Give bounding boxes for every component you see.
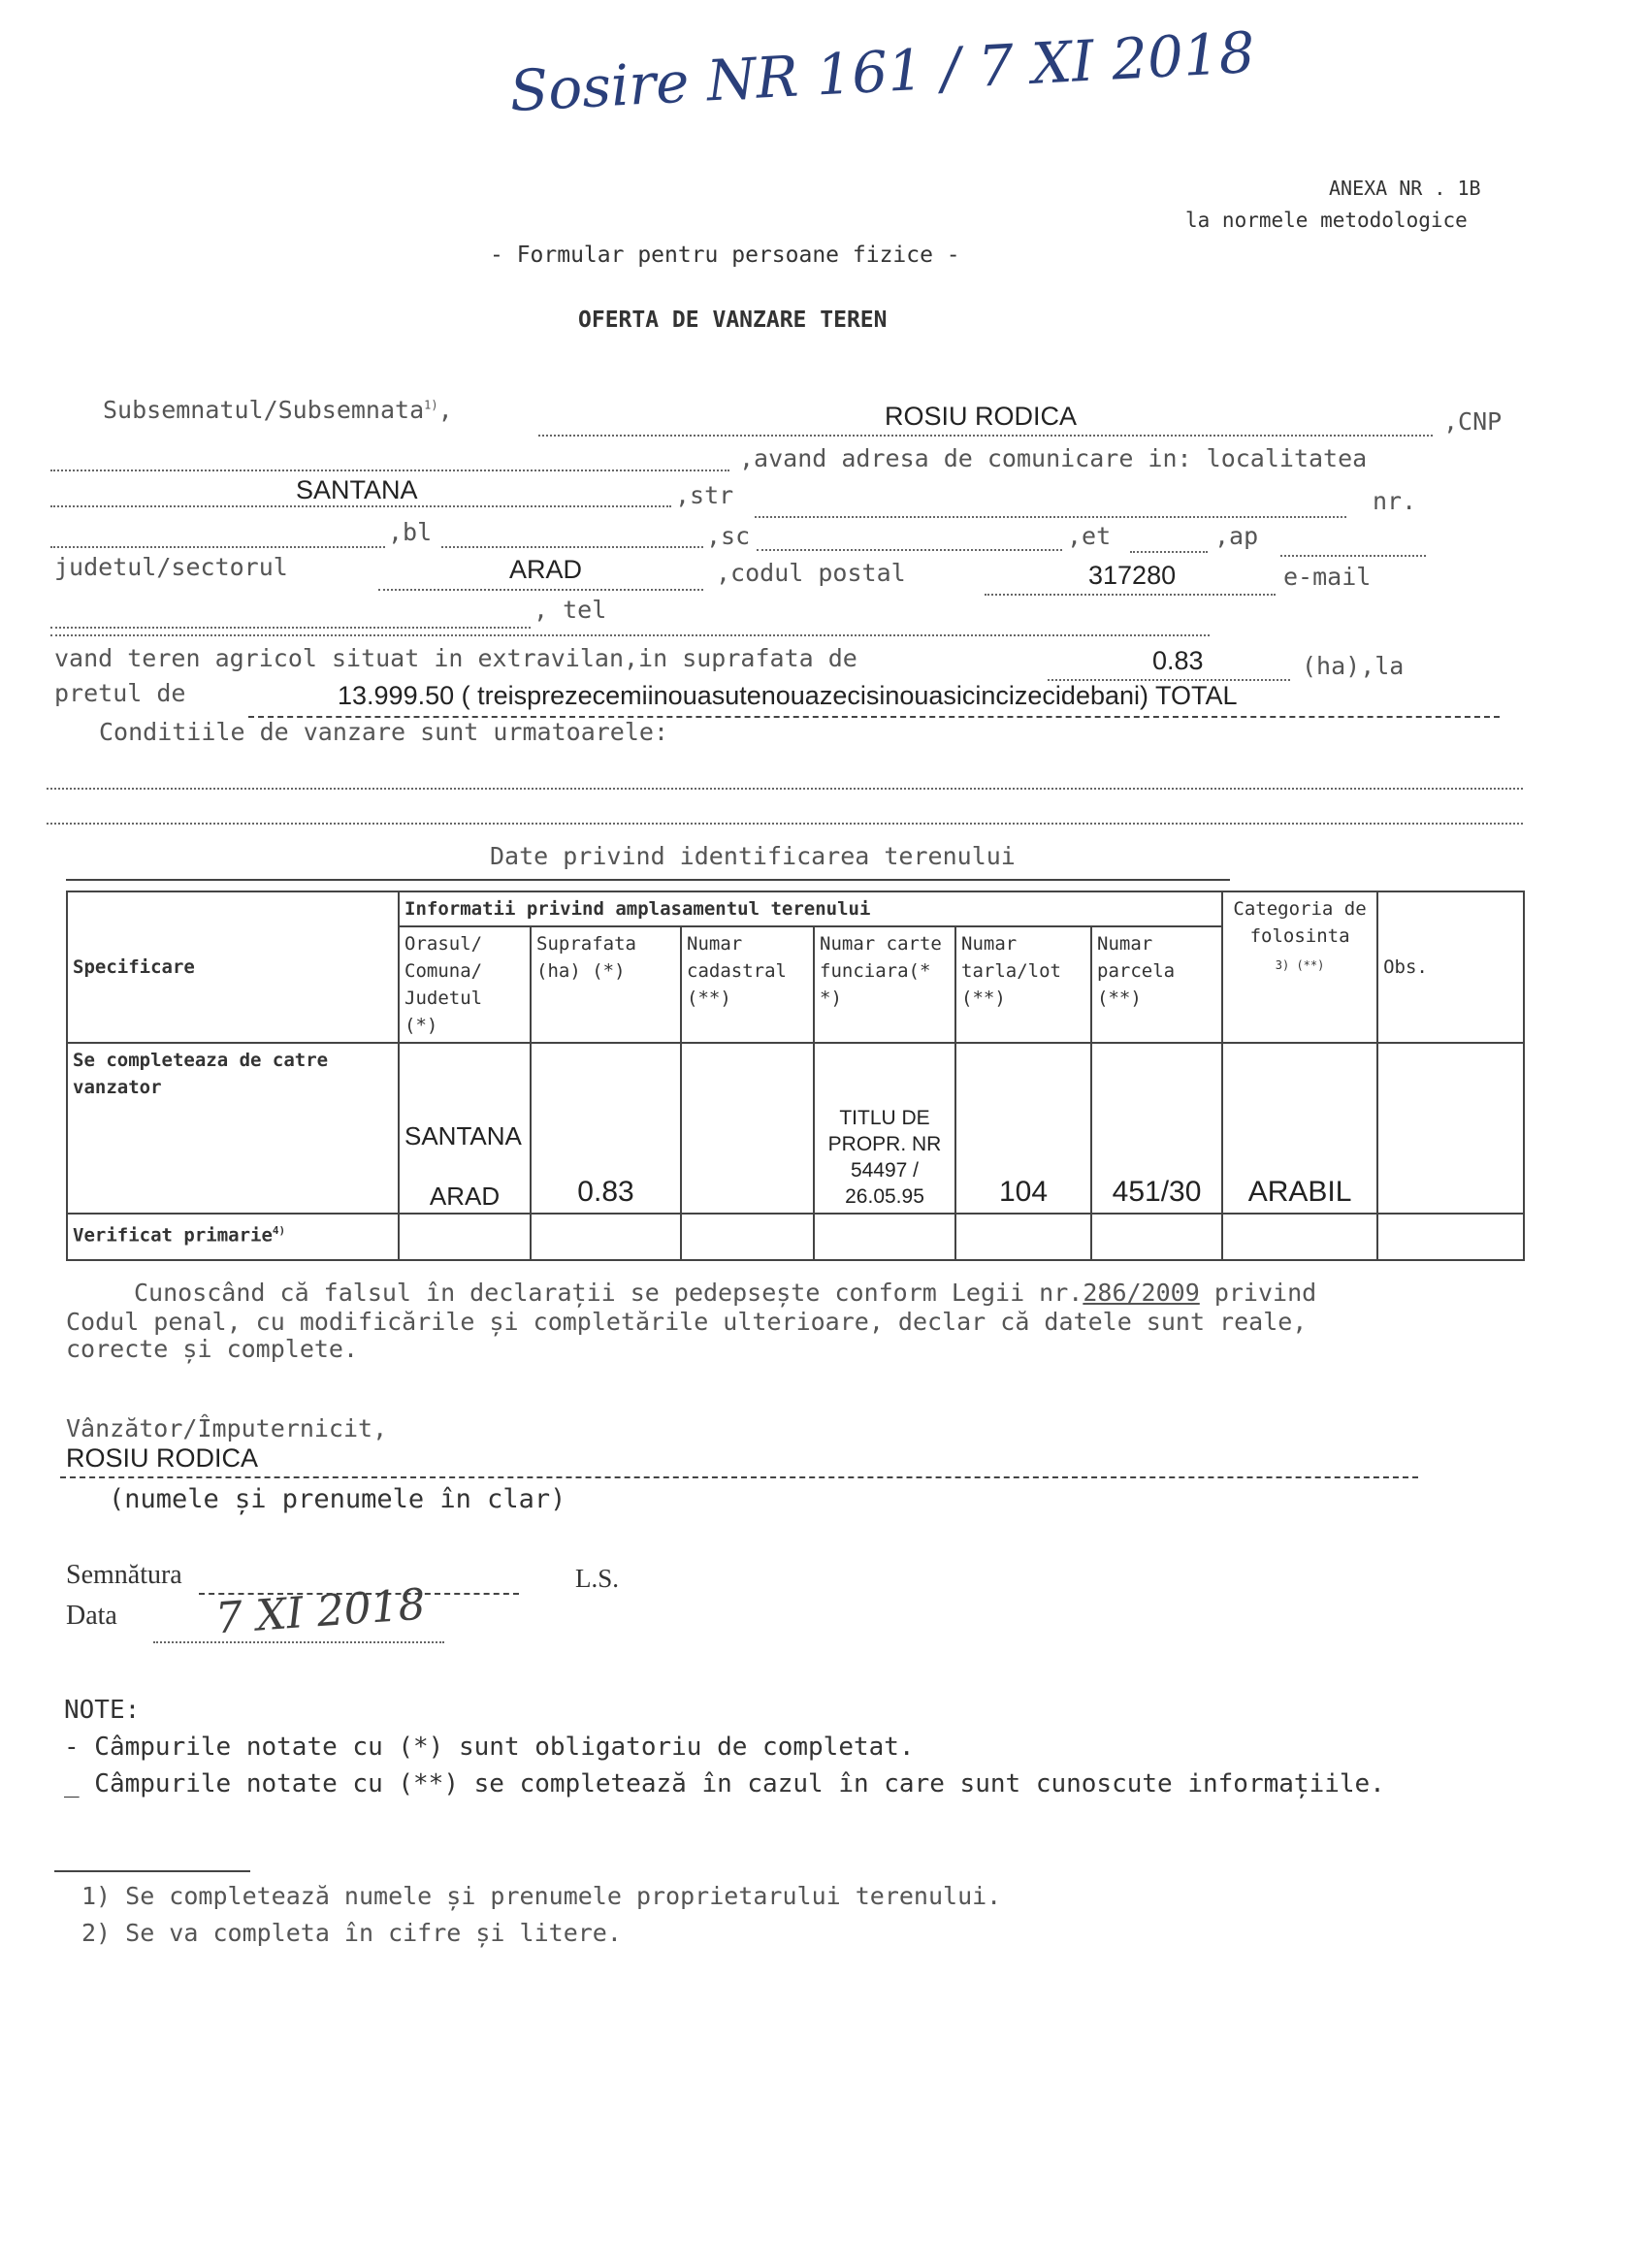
form-subtitle: - Formular pentru persoane fizice - [490, 243, 960, 268]
signatory-caption: (numele și prenumele în clar) [109, 1484, 566, 1514]
offer-surface-value: 0.83 [1152, 646, 1204, 675]
locality-value: SANTANA [296, 475, 418, 504]
header-oras: Orasul/ Comuna/ Judetul (*) [399, 926, 531, 1043]
signatory-label: Vânzător/Împuternicit, [66, 1414, 388, 1442]
apartment-label: ,ap [1214, 522, 1259, 550]
surface-unit-label: (ha),la [1302, 652, 1405, 680]
conditions-line-2 [47, 823, 1523, 825]
date-label: Data [66, 1601, 117, 1631]
notes-title: NOTE: [64, 1696, 141, 1725]
address-label: ,avand adresa de comunicare in: localitatea [739, 444, 1368, 472]
cell-tarla: 104 [955, 1043, 1091, 1214]
stair-label: ,sc [706, 522, 751, 550]
name-line [538, 435, 1433, 437]
price-label: pretul de [54, 679, 186, 707]
annex-number: ANEXA NR . 1B [1329, 177, 1481, 200]
county-label: judetul/sectorul [54, 553, 288, 581]
header-location-group: Informatii privind amplasamentul terenului [399, 891, 1222, 926]
footnote-1: 1) Se completează numele și prenumele proprietarului terenului. [81, 1882, 1002, 1910]
declaration-line-1: Cunoscând că falsul în declarații se pedepsește conform Legii nr.286/2009 privind [134, 1279, 1317, 1307]
block-line [441, 546, 703, 548]
header-suprafata: Suprafata (ha) (*) [531, 926, 681, 1043]
signature-label: Semnătura [66, 1560, 182, 1590]
floor-line [1130, 551, 1208, 553]
conditions-line-1 [47, 788, 1523, 790]
email-label: e-mail [1283, 563, 1372, 591]
declaration-line-3: corecte și complete. [66, 1335, 359, 1363]
header-cadastral: Numar cadastral (**) [681, 926, 814, 1043]
subsemnatul-label: Subsemnatul/Subsemnata$^{1)}$, [103, 396, 453, 424]
locality-line [50, 505, 671, 507]
county-line [378, 589, 703, 591]
postal-code-line [985, 594, 1276, 596]
county-value: ARAD [509, 555, 583, 584]
header-categoria: Categoria de folosinta 3) (**) [1222, 891, 1377, 1043]
phone-label: , tel [534, 596, 607, 624]
email-line [50, 627, 531, 629]
stair-line [757, 549, 1062, 551]
cell-cadastral [681, 1043, 814, 1214]
land-identification-table [66, 891, 1525, 1261]
cell-oras: SANTANA ARAD [399, 1043, 531, 1214]
table-top-rule [66, 879, 1230, 881]
cnp-label: ,CNP [1443, 407, 1503, 436]
cell-categoria: ARABIL [1222, 1043, 1377, 1214]
number-line [50, 546, 385, 548]
cell-parcela: 451/30 [1091, 1043, 1222, 1214]
block-label: ,bl [388, 518, 433, 546]
apartment-line [1280, 555, 1426, 557]
price-value: 13.999.50 ( treisprezecemiinouasutenouazecisinouasicincizecidebani) TOTAL [338, 681, 1238, 710]
offer-surface-label: vand teren agricol situat in extravilan,in suprafata de [54, 644, 857, 672]
row-seller-label: Se completeaza de catre vanzator [67, 1043, 399, 1214]
cell-primarie-parcela [1091, 1214, 1222, 1260]
handwritten-date: 7 XI 2018 [213, 1579, 428, 1644]
signatory-line [60, 1476, 1418, 1478]
street-line [755, 516, 1346, 518]
cell-primarie-cadastral [681, 1214, 814, 1260]
date-line [153, 1641, 444, 1643]
form-title: OFERTA DE VANZARE TEREN [578, 308, 888, 333]
cell-obs [1377, 1043, 1524, 1214]
handwritten-registration-note: Sosire NR 161 / 7 XI 2018 [507, 18, 1257, 125]
header-parcela: Numar parcela (**) [1091, 926, 1222, 1043]
postal-code-label: ,codul postal [716, 559, 906, 587]
declaration-line-2: Codul penal, cu modificările și completările ulterioare, declar că datele sunt reale, [66, 1308, 1308, 1336]
conditions-label: Conditiile de vanzare sunt urmatoarele: [99, 718, 668, 746]
header-specificare: Specificare [67, 891, 399, 1043]
row-primarie-label: Verificat primarie$^{4)}$ [67, 1214, 399, 1260]
note-optional: _ Câmpurile notate cu (**) se completează în cazul în care sunt cunoscute informațiile. [64, 1769, 1385, 1798]
header-carte-funciara: Numar carte funciara(* *) [814, 926, 955, 1043]
cell-primarie-carte [814, 1214, 955, 1260]
cell-primarie-categoria [1222, 1214, 1377, 1260]
cnp-line [50, 470, 729, 471]
note-mandatory: - Câmpurile notate cu (*) sunt obligatoriu de completat. [64, 1733, 915, 1762]
cell-primarie-tarla [955, 1214, 1091, 1260]
annex-norms: la normele metodologice [1185, 209, 1468, 232]
street-label: ,str [675, 481, 734, 509]
postal-code-value: 317280 [1088, 561, 1177, 590]
cell-primarie-obs [1377, 1214, 1524, 1260]
footnote-separator [54, 1870, 250, 1872]
cell-carte-funciara: TITLU DE PROPR. NR 54497 / 26.05.95 [814, 1043, 955, 1214]
cell-primarie-oras [399, 1214, 531, 1260]
ls-label: L.S. [575, 1564, 620, 1593]
phone-line [50, 634, 1210, 636]
cell-suprafata: 0.83 [531, 1043, 681, 1214]
table-caption: Date privind identificarea terenului [490, 842, 1016, 870]
header-tarla: Numar tarla/lot (**) [955, 926, 1091, 1043]
floor-label: ,et [1067, 522, 1112, 550]
seller-name: ROSIU RODICA [885, 402, 1078, 431]
signatory-name: ROSIU RODICA [66, 1443, 259, 1473]
header-obs: Obs. [1377, 891, 1524, 1043]
cell-primarie-suprafata [531, 1214, 681, 1260]
footnote-2: 2) Se va completa în cifre și litere. [81, 1919, 622, 1947]
number-label: nr. [1373, 487, 1417, 515]
